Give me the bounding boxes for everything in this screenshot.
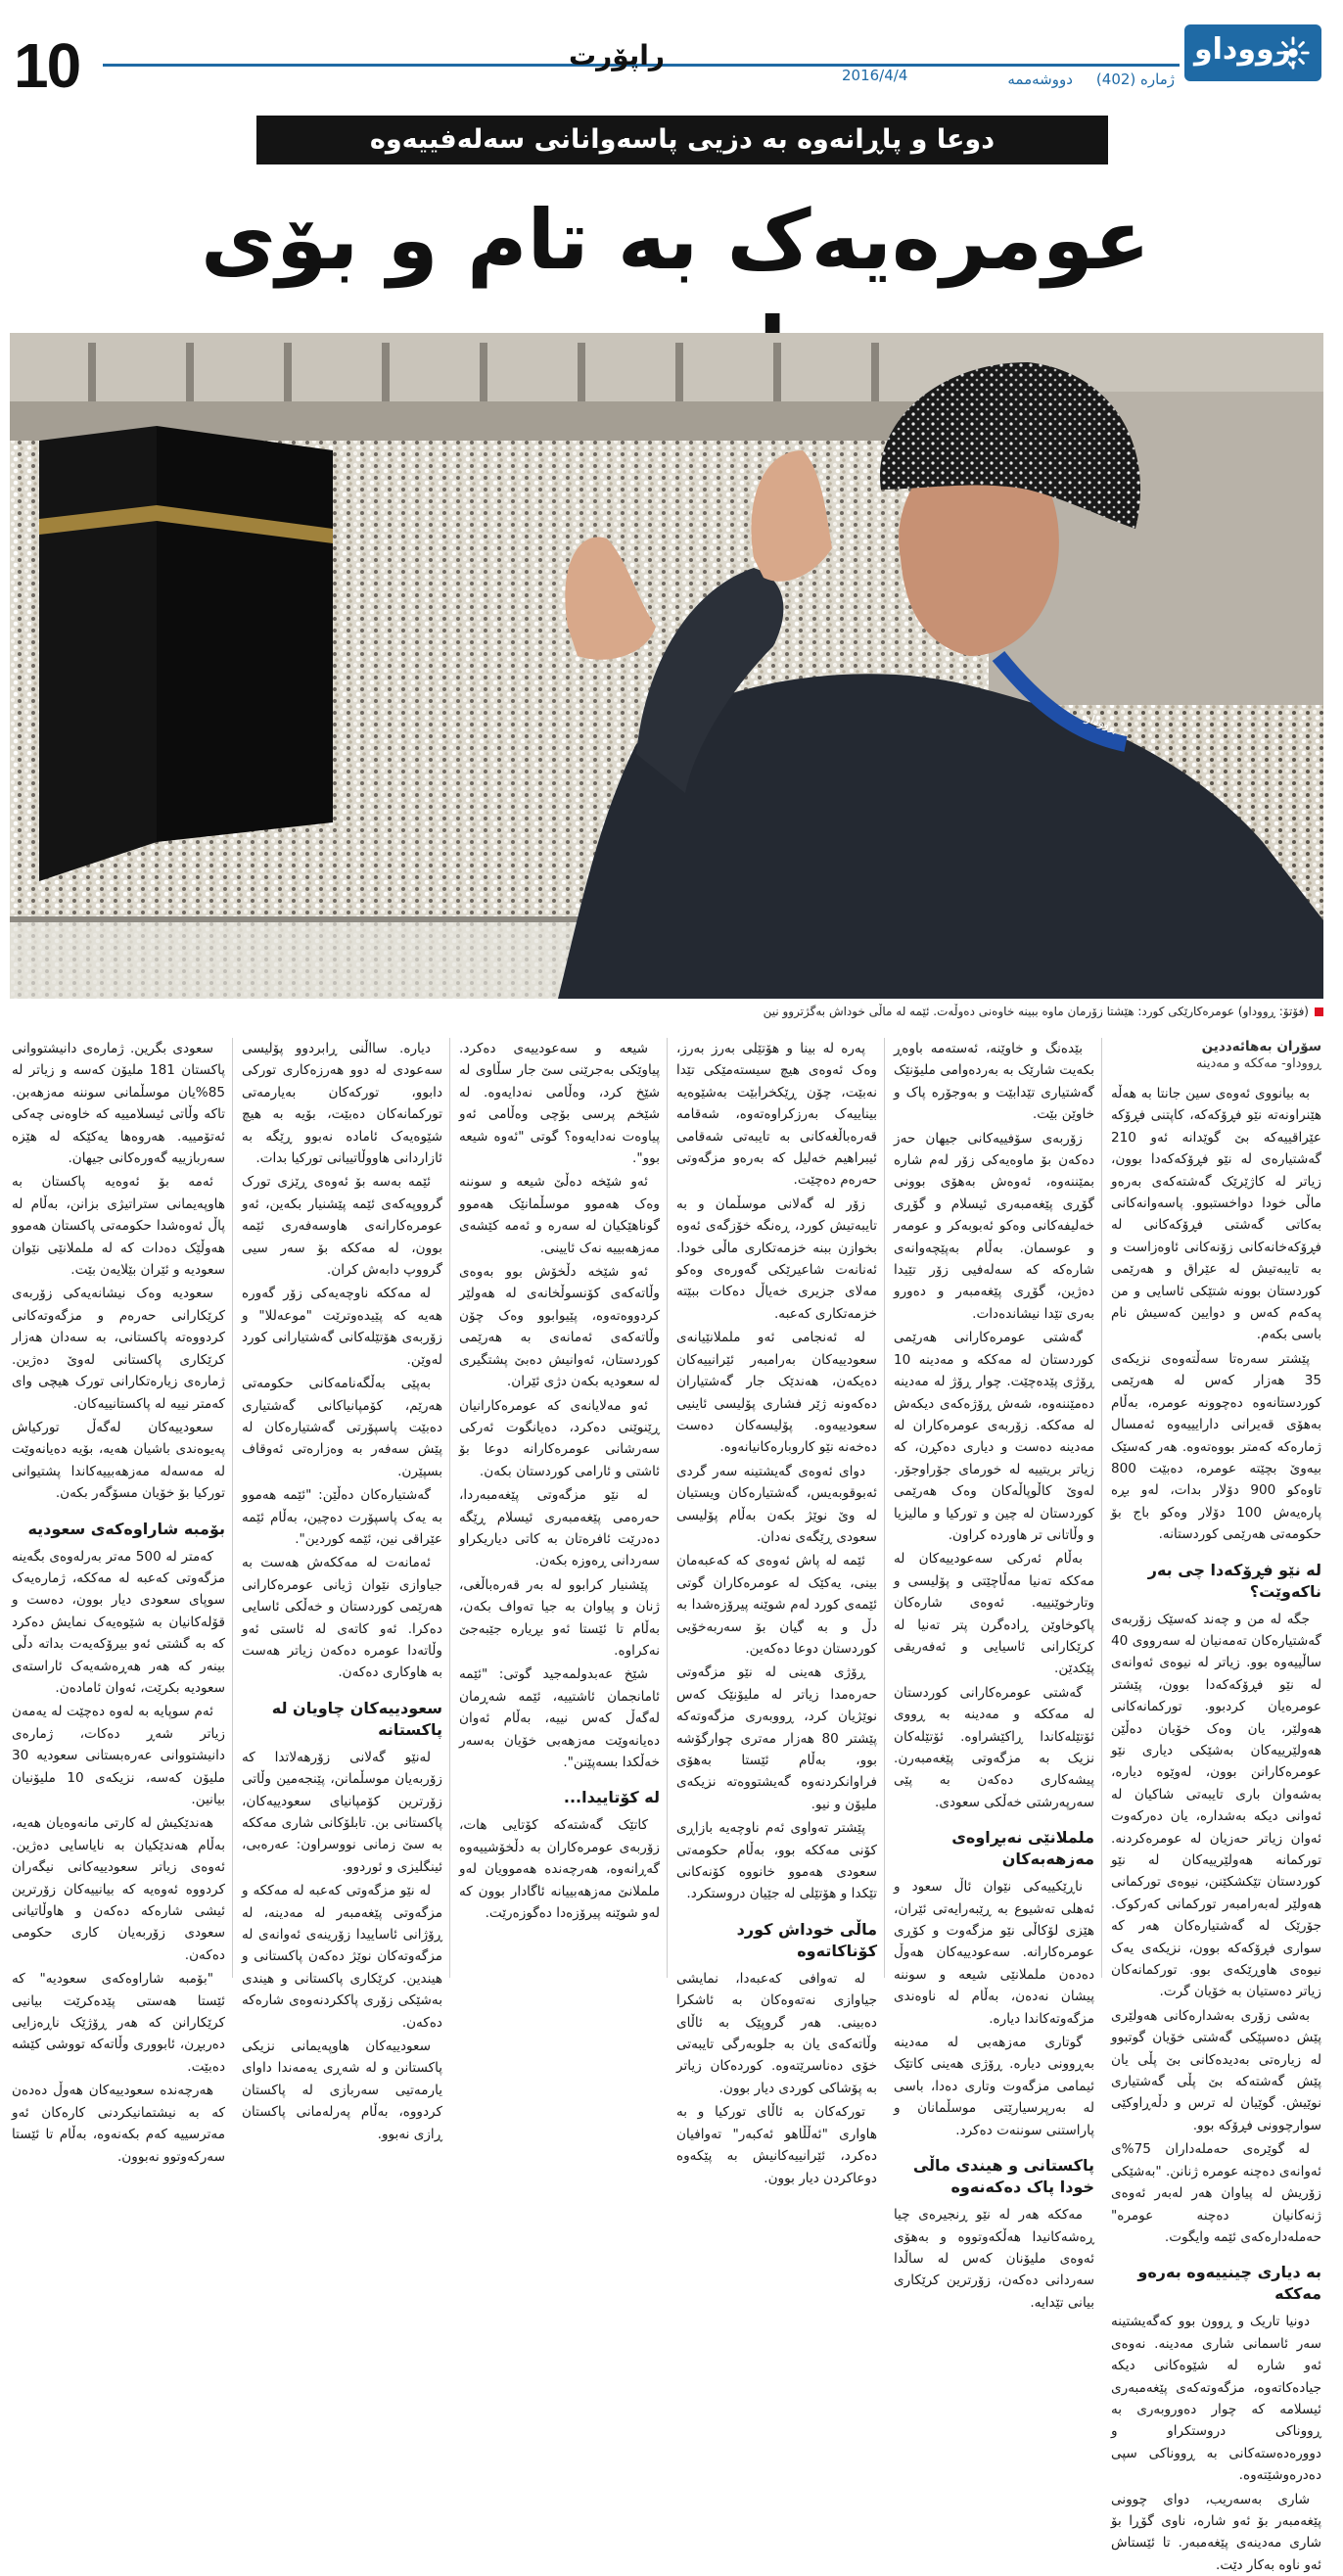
subheading: ماڵی خوداش کورد کۆناکاتەوە [736, 1919, 877, 1960]
paragraph: زۆربەی سۆفییەکانی جیهان حەز دەکەن بۆ ماوەیەکی زۆر لەم شارە بمێننەوە، ئەوەش بەهۆی بوونی گۆڕی پێغەمبەری ئیسلام و گۆڕی خەلیفەکانی وەکو ئەبوبەکر و عومەر و عوسمان. بەڵام بەپێچەوانەی شارەکە کە سەلەفیی زۆر تێیدا دەژین، گۆڕی پێغەمبەر و دەورو بەری تێدا نیشاندەدات. [894, 1130, 1094, 1322]
subheading: ململانێی نەبڕاوەی مەزهەبەکان [951, 1828, 1094, 1869]
paragraph: دیارە. سااڵنی ڕابردوو پۆلیسی سەعودی لە دوو هەرزەکاری تورکی دابوو، تورکەکان بەیارمەتی تورکمانەکان دەبێت، بۆیە بە هیچ شێوەیەک ئامادە نەبوو ڕێگە بە ئازاردانی هاووڵاتییانی تورکیا بدات. [242, 1041, 442, 1167]
section-title: راپۆرت [568, 39, 666, 71]
subheading: لە کۆتاییدا... [563, 1788, 660, 1807]
paragraph: بەشی زۆری بەشدارەکانی هەولێری پێش دەسپێکی گەشتی خۆیان گوتبوو لە زیارەتی بەدیدەکانی بێ پڵی یان پێش گەشتەکە بێ پڵی گەشتیاری نوێیش. گوێیان لە ترس و دڵەڕاوکێی سوارچوونی فڕۆکە بوو. [1111, 2007, 1321, 2133]
paragraph: لە تەوافی کەعبەدا، نمایشی جیاوازی نەتەوەکان بە ئاشکرا دەبینی. هەر گروپێک بە ئاڵای وڵاتەکەی یان بە جلوبەرگی تایبەتی خۆی دەناسرێتەوە. کوردەکان زیاتر بە پۆشاکی کوردی دیار بوون. [676, 1970, 877, 2096]
column-rule [667, 1038, 668, 1978]
newspaper-logo [1184, 24, 1321, 81]
page-number: 10 [14, 30, 80, 101]
paragraph: ئێمە لە پاش ئەوەی کە کەعبەمان بینی، یەکێک لە عومرەکاران گوتی ئێمەی کورد لەم شوێنە پیرۆزەشدا بە دڵ و بە گیان بۆ سەربەخۆیی کوردستان دوعا دەکەین. [676, 1553, 877, 1657]
subheading: پاکستانی و هیندی ماڵی خودا پاک دەکەنەوە [912, 2156, 1094, 2197]
photo-caption [10, 1005, 1323, 1018]
paragraph: "بۆمبە شاراوەکەی سعودیە" کە ئێستا هەستی پێدەکرێت بیانیی کرێکارانن کە هەر ڕۆژێک ناڕەزایی دەربڕن، ئابووری وڵاتەکە تووشی کێشە دەبێت. [12, 1971, 225, 2075]
paragraph: زۆر لە گەلانی موسڵمان و بە تایبەتیش کورد، ڕەنگە خۆزگەی ئەوە بخوازن ببنە خزمەتکاری ماڵی خودا. ئەنانەت شاعیرێکی گەورەی وەکو مەلای جزیری خەیاڵ دەکات ببێتە خزمەتکاری کەعبە. [676, 1195, 877, 1322]
article-column-2 [894, 1038, 1094, 2311]
issue-weekday: دووشەممە [1007, 70, 1073, 88]
paragraph: گەشتیارەکان دەڵێن: "ئێمە هەموو بە یەک پاسپۆرت دەچین، بەڵام ئێمە عێراقی نین، ئێمە کوردین". [242, 1487, 442, 1547]
paragraph: سعودییەکان لەگەڵ تورکیاش پەیوەندی باشیان هەیە، بۆیە دەیانەوێت لە مەسەلە مەزهەبییەکاندا پشتیوانی تورکیا بۆ خۆیان مسۆگەر بکەن. [12, 1419, 225, 1502]
caption-marker-icon [1315, 1007, 1323, 1016]
column-rule [1101, 1038, 1102, 1978]
paragraph: پێشنیار کرابوو لە بەر قەرەباڵغی، ژنان و پیاوان بە جیا تەواف بکەن، بەڵام تا ئێستا ئەو بڕیارە جێبەجێ نەکراوە. [459, 1576, 660, 1659]
paragraph: هەندێکیش لە کارتی مانەوەیان هەیە، بەڵام هەندێکیان بە نایاسایی دەژین. ئەوەی زیاتر سعودییەکانی نیگەران کردووە ئەوەیە کە بیانییەکان زۆرترین ئیشی شارەکە دەکەن و هاوڵاتیانی سعودی زۆربەیان کاری حکومی دەکەن. [12, 1815, 225, 1963]
subheading: سعودییەکان چاویان لە پاکستانە [271, 1698, 442, 1739]
paragraph: پەرە لە بینا و هۆتێلی بەرز بەرز، وەک ئەوەی هیچ سیستەمێکی تێدا نەبێت، چۆن ڕێکخرابێت بەشێوەیە بیناییەک بەرزکراوەتەوە، شەقامە قەرەباڵغەکانی بە تایبەتی شەقامی ئیبراهیم خەلیل کە بەرەو مزگەوتی حەرەم دەچێت. [676, 1041, 877, 1189]
paragraph: مەککە هەر لە نێو ڕنجیرەی چیا ڕەشەکانیدا هەڵکەوتووە و بەهۆی ئەوەی ملیۆنان کەس لە ساڵدا سەردانی دەکەن، زۆرترین کرێکاری بیانی تێدایە. [894, 2207, 1094, 2311]
caption-text: عومرەکارێکی کورد: هێشتا زۆرمان ماوە ببینە خاوەنی دەوڵەت. ئێمە لە ماڵی خوداش بەگژتروو نین [763, 1005, 1235, 1018]
paragraph: ئەمە بۆ ئەوەیە پاکستان بە هاوپەیمانی ستراتیژی بزانن، بەڵام لە پاڵ ئەوەشدا حکومەتی پاکستان هەموو هەوڵێک دەدات کە لە ململانێی نێوان سعودیە و ئێران بێلایەن بێت. [12, 1174, 225, 1279]
paragraph: ئەمانەت لە مەککەش هەست بە جیاوازی نێوان ژیانی عومرەکارانی هەرێمی کوردستان و خەڵکی ئاسایی دەکرا. ئەو کاتەی لە ئاستی ئەو وڵاتەدا عومرە دەکەن زیاتر هەست بە هاوکاری دەکەن. [242, 1555, 442, 1681]
paragraph: پێشتر تەواوی ئەم ناوچەیە بازاڕی کۆنی مەککە بوو، بەڵام حکومەتی سعودی هەموو خانووە کۆنەکانی تێکدا و هۆتێلی لە جێیان دروستکرد. [676, 1820, 877, 1902]
paragraph: شاری بەسەریب، دوای چوونی پێغەمبەر بۆ ئەو شارە، ناوی گۆڕا بۆ شاری مەدینەی پێغەمبەر. تا ئێستاش ئەو ناوە بەکار دێت. [1111, 2491, 1321, 2573]
author-name: سۆران بەهائەددین [1201, 1039, 1321, 1054]
photo-credit: (فۆتۆ: ڕووداو) [1237, 1005, 1309, 1018]
paragraph: بەپێی بەڵگەنامەکانی حکومەتی هەرێم، کۆمپانیاکانی گەشتیاری دەبێت پاسپۆرتی گەشتیارەکان لە پێش سەفەر بە وەزارەتی ئەوقاف بسپێرن. [242, 1376, 442, 1479]
subheading: بە دیاری چینییەوە بەرەو مەککە [1137, 2263, 1321, 2304]
paragraph: هەرچەندە سعودییەکان هەوڵ دەدەن کە بە نیشتمانیکردنی کارەکان ئەو مەترسییە کەم بکەنەوە، بەڵام تا ئێستا سەرکەوتوو نەبوون. [12, 2083, 225, 2165]
paragraph: بێدەنگ و خاوێنە، ئەستەمە باوەڕ بکەیت شارێک بە بەردەوامی ملیۆنێک گەشتیاری تێدابێت و بەوجۆرە پاک و خاوێن بێت. [894, 1041, 1094, 1123]
paragraph: جگە لە من و چەند کەسێک زۆربەی گەشتیارەکان تەمەنیان لە سەرووی 40 ساڵییەوە بوو. زیاتر لە نیوەی ئەوانەی لە نێو فڕۆکەکەدا بوون، پێشتر عومرەیان کردبوو. تورکمانەکانی هەولێر، یان وەک خۆیان دەڵێن هەولێرییەکان بەشێکی دیاری نێو عومرەکارانن بوون، لەوێوە دیارە، بەشەوان بارى تایبەتی شاکیان لە ئەوانی دیکە بەشدارە، یان دەرکەوت ئەوان زیاتر حەزیان لە عومرەکردنە. تورکمانە هەولێرییەکان لە نێو کوردستان تێکشکێنن، نیوەی تورکمانی هەولێر لەبەرامبەر تورکمانی کەرکوک. جۆرێک لە گەشتیارەکان هەر کە سواری فڕۆکەکە بوون، نزیکەی یەک نیوەی هاوڕێکەی بوو. تورکمانەکان زیاتر دەستیان بە خۆیان گرت. [1111, 1611, 1321, 2000]
subheading: لە نێو فڕۆکەدا چی بەر ناکەوێت؟ [1147, 1560, 1321, 1601]
paragraph: ئەو مەلایانەی کە عومرەکارانیان ڕێنوێنی دەکرد، دەیانگوت ئەرکی سەرشانی عومرەکارانە دوعا بۆ ئاشتی و ئارامی کوردستان بکەن. [459, 1397, 660, 1479]
paragraph: ئەو شێخە دڵخۆش بوو بەوەی وڵاتەکەی کۆنسوڵخانەی لە هەولێر کردووەتەوە، پێیوابوو وەک چۆن وڵاتەکەی ئەمانەی بە هەرێمی کوردستان، ئەوانیش دەبێ پشتگیری لە سعودیە بکەن دژی ئێران. [459, 1264, 660, 1390]
article-column-1 [1110, 1038, 1322, 2573]
byline [1111, 1038, 1321, 1073]
paragraph: لە مەککە ناوچەیەکی زۆر گەورە هەیە کە پێیدەوترێت "موعەللا" و زۆربەی هۆتێلەکانی گەشتیارانی کورد لەوێن. [242, 1286, 442, 1368]
author-place: ڕووداو- مەککە و مەدینە [1195, 1056, 1321, 1071]
paragraph: لە نێو مزگەوتی پێغەمبەردا، حەرەمی پێغەمبەری ئیسلام ڕێگە دەدرێت ئافرەتان بە کاتی دیاریکراو سەردانی ڕەوزە بکەن. [459, 1487, 660, 1569]
column-rule [232, 1038, 233, 1978]
paragraph: ناڕێکییەکی نێوان ئاڵ سعود و ئەهلی تەشیوع بە ڕێبەرایەتی ئێران، هێزی لۆکاڵی نێو مزگەوت و کۆڕی عومرەکارانە. سەعودییەکان هەوڵ دەدەن ململانێی شیعە و سوننە پیشان نەدەن، بەڵام لە ناوەندی مزگەوتەکاندا دیارە. [894, 1879, 1094, 2027]
main-photo [10, 333, 1323, 999]
page-headline: عومرەیەک بە تام و بۆی [201, 192, 1150, 288]
paragraph: گەشتی عومرەکارانی هەرێمی کوردستان لە مەککە و مەدینە 10 ڕۆژی پێدەچێت. چوار ڕۆژ لە مەدینە دەمێننەوە، شەش ڕۆژەکەی دیکەش لە مەککە. زۆربەی عومرەکاران لە مەدینە دەست و دیاری دەکڕن، کە زیاتر بریتییە لە خورمای جۆراوجۆر. لەوێ کاڵوپاڵەکان وەک هەرێمی کوردستان لە چین و تورکیا و مالیزیا و وڵاتانی تر هاوردە کراون. [894, 1330, 1094, 1543]
issue-number: ژمارە (402) [1095, 70, 1175, 88]
paragraph: شێخ عەبدولمەجید گوتی: "ئێمە ئامانجمان ئاشتییە، ئێمە شەڕمان لەگەڵ کەس نییە، بەڵام ئەوان دەیانەوێت مەزهەبی خۆیان بەسەر خەڵکدا بسەپێنن". [459, 1666, 660, 1770]
paragraph: سعودیە وەک نیشانەیەکی زۆربەی کرێکارانی حەرەم و مزگەوتەکانی کردووەتە پاکستانی، بە سەدان هەزار کرێکاری پاکستانی لەوێ دەژین. ژمارەی زیارەتکارانی تورک هیچی وای کەمتر نییە لە پاکستانییەکان. [12, 1286, 225, 1412]
article-column-3 [676, 1038, 877, 2186]
paragraph: بە بیانووی ئەوەی سین جانتا بە هەڵە هێنراونەتە نێو فڕۆکەکە، کاپتنی فڕۆکە عێراقییەکە بێ گوێدانە ئەو 210 گەشتیارەی لە نێو فڕۆکەکەدا بوون، زیاتر لە کاژێرێک گەشتەکەی بەرەو ماڵی خودا دواخستبوو. پاسەوانەکانی بەکاتی گەشتی فڕۆکەکانی لە فڕۆکەخانەکانی زۆنەکانی ئاوەزاست و بە تایبەتیش لە عێراق و هەرێمی کوردستان بوونە شتێکی ئاسایی و من پەکەم کەس و دوایین کەسیش نام باسی بکەم. [1111, 1086, 1321, 1343]
paragraph: سعودییەکان هاوپەیمانی نزیکی پاکستانن و لە شەڕی یەمەندا داوای یارمەتیی سەربازی لە پاکستان کردووە، بەڵام پەرلەمانی پاکستان ڕازی نەبوو. [242, 2038, 442, 2142]
logo-text: ڕووداو [1194, 32, 1295, 67]
paragraph: بەڵام ئەرکی سەعودییەکان لە مەککە تەنیا مەڵاچێتی و پۆلیسی و وتارخوێنییە. ئەوەی شارەکان پاکوخاوێن ڕادەگرن پتر تەنیا لە کرێکارانی ئاسیایی و ئەفەریقی پێکدێن. [894, 1551, 1094, 1677]
article-column-6 [12, 1038, 225, 2165]
pilgrim-praying-illustration [10, 333, 1323, 999]
paragraph: ڕۆژی هەینی لە نێو مزگەوتی حەرەمدا زیاتر لە ملیۆنێک کەس نوێژیان کرد، ڕووبەری مزگەوتەکە پێشتر 80 هەزار مەتری چوارگۆشە بوو، بەڵام ئێستا بەهۆی فراوانکردنەوە گەیشتووەتە نزیکەی ملیۆن و نیو. [676, 1664, 877, 1812]
paragraph: ئەو شێخە دەڵێ شیعە و سوننە وەک هەموو موسڵمانێک هەموو گوناهێکیان لە سەرە و ئەمە کێشەی مەزهەبییە نەک ئایینی. [459, 1174, 660, 1256]
paragraph: لە گوێرەی حەملەداران 75%ی ئەوانەی دەچنە عومرە ژنانن. "بەشێکی زۆریش لە پیاوان هەر لەبەر ئەوەی ژنەکانیان دەچنە عومرە" حەملەدارەکەی ئێمە وایگوت. [1110, 2141, 1321, 2245]
paragraph: لە ئەنجامی ئەو ململانێیانەی سعودییەکان بەرامبەر ئێرانییەکان دەیکەن، هەندێک جار گەشتیاران دەکەونە ژێر فشاری پۆلیسی ئاینیی سعودییەوە. پۆلیسەکان دەست دەخەنە نێو کاروبارەکانیانەوە. [676, 1330, 877, 1456]
article-column-4 [459, 1038, 660, 1978]
paragraph: دونیا تاریک و ڕوون بوو کەگەیشتینە سەر ئاسمانی شاری مەدینە. نەوەی ئەو شارە لە شێوەکانی دیکە جیادەکاتەوە، مزگەوتەکەی پێغەمبەری ئیسلامە کە چوار دەوروبەری بە ڕووناکی دروستکراو و دوورەدەستەکانی بە ڕووناکی سپی دەدرەوشێتەوە. [1111, 2314, 1321, 2484]
article-column-5 [242, 1038, 442, 2142]
paragraph: ئێمە بەسە بۆ ئەوەی ڕێزی تورک گرووپەکەی ئێمە پێشنیار بکەین، ئەو عومرەکارانەی هاوسەفەری ئێمە بوون، لە مەککە بۆ سەر سیی گرووپ دابەش کران. [242, 1174, 442, 1279]
paragraph: کاتێک گەشتەکە کۆتایی هات، زۆربەی عومرەکاران بە دڵخۆشییەوە گەڕانەوە، هەرچەندە هەموویان لەو ململانێ مەزهەبییانە ئاگادار بوون کە لەو شوێنە پیرۆزەدا دەگوزەرێت. [459, 1817, 660, 1922]
kicker-banner: دوعا و پاڕانەوە بە دزیی پاسەوانانی سەلەفییەوە [256, 116, 1108, 164]
column-rule [884, 1038, 885, 1978]
paragraph: سعودی بگرین. ژمارەی دانیشتووانی پاکستان 181 ملیۆن کەسە و زیاتر لە 85%یان موسڵمانی سوننە مەزهەبن. تاکە وڵاتی ئیسلامییە کە خاوەنی چەکی ئەتۆمییە. هەروەها یەکێکە لە هێزە سەربازییە گەورەکانی جیهان. [12, 1041, 225, 1167]
column-rule [449, 1038, 450, 1978]
paragraph: تورکەکان بە ئاڵای تورکیا و بە هاواری "ئەڵڵاهو ئەکبەر" تەوافیان دەکرد، ئێرانییەکانیش بە پێکەوە دوعاکردن دیار بوون. [676, 2104, 877, 2186]
paragraph: گوتاری مەزهەبی لە مەدینە بەڕوونی دیارە. ڕۆژی هەینی کاتێک ئیمامی مزگەوت وتاری دەدا، باسی لە بەرپرسیارێتی موسڵمانان و پاراستنی سوننەت دەکرد. [894, 2035, 1094, 2138]
paragraph: گەشتی عومرەکارانی کوردستان لە مەککە و مەدینە بە ڕووی ئۆتێلەکاندا ڕاکێشراوە. ئۆتێلەکان نزیک بە مزگەوتی پێغەمبەرن. پیشەکاری دەکەن بە پێی سەرپەرشتی خەڵکی سعودی. [894, 1684, 1094, 1810]
paragraph: لە نێو مزگەوتی کەعبە لە مەککە و مزگەوتی پێغەمبەر لە مەدینە، لە ڕۆژانی ئاساییدا زۆرینەی ئەوانەی لە مزگەوتەکان نوێژ دەکەن پاکستانی و هیندین. کرێکاری پاکستانی و هیندی بەشێکی زۆری پاککردنەوەی شارەکە دەکەن. [242, 1883, 442, 2031]
paragraph: دوای ئەوەی گەیشتینە سەر گردی ئەبوقوبەیس، گەشتیارەکان ویستیان لە وێ نوێژ بکەن بەڵام پۆلیسی سعودی ڕێگەی نەدان. [676, 1463, 877, 1545]
paragraph: کەمتر لە 500 مەتر بەرلەوەی بگەینە مزگەوتی کەعبە لە مەککە، ژمارەیەک سوپای سعودی دیار بوون، دەست و قۆلەکانیان بە شێوەیەک نمایش دەکرد کە بە گشتی ئەو بیرۆکەیەت بداتە دڵی بینەر کە هەر هەڕەشەیەک ئاراستەی سعودیە بکرێت، ئەوان ئامادەن. [12, 1548, 225, 1696]
paragraph: ئەم سوپایە بە لەوە دەچێت لە یەمەن زیاتر شەڕ دەکات، ژمارەی دانیشتووانی عەرەبستانی سعودیە 30 ملیۆن کەسە، نزیکەی 10 ملیۆنیان بیانین. [12, 1704, 225, 1807]
lanyard-text: ڕووداو [1083, 710, 1120, 735]
paragraph: پێشتر سەرەتا سەڵتەوەی نزیکەی 35 هەزار کەس لە هەرێمی کوردستانەوە دەچوونە عومرە، بەڵام بەهۆی قەیرانی دارایییەوە ئەمسال ژمارەکە کەمتر بووەتەوە. هەر کەسێک بیەوێ بچێتە عومرە، دەبێت 800 تاوەکو 900 دۆلار بدات، لەو بڕە پارەیەش 100 دۆلار وەکو باج بۆ حکومەتی هەرێمی کوردستانە. [1111, 1350, 1322, 1543]
issue-date: 2016/4/4 [842, 67, 908, 84]
subheading: بۆمبە شاراوەکەی سعودیە [27, 1519, 225, 1538]
paragraph: لەنێو گەلانی زۆرهەلاتدا کە زۆربەیان موسڵمانن، پێنجەمین وڵاتی زۆرترین کۆمپانیای سعودییەکان، پاکستانی بن. تابلۆکانی شاری مەککە بە سێ زمانی نووسراون: عەرەبی، ئینگلیزی و ئوردوو. [242, 1749, 442, 1875]
paragraph: شیعە و سەعودییەی دەکرد. پیاوێکی بەجرێنی سێ جار سڵاوی لە شێخ کرد، وەڵامی نەدایەوە. لە شێخم پرسی بۆچی وەڵامی ئەو پیاوەت نەدایەوە؟ گوتی "ئەوە شیعە بوو". [459, 1041, 660, 1167]
